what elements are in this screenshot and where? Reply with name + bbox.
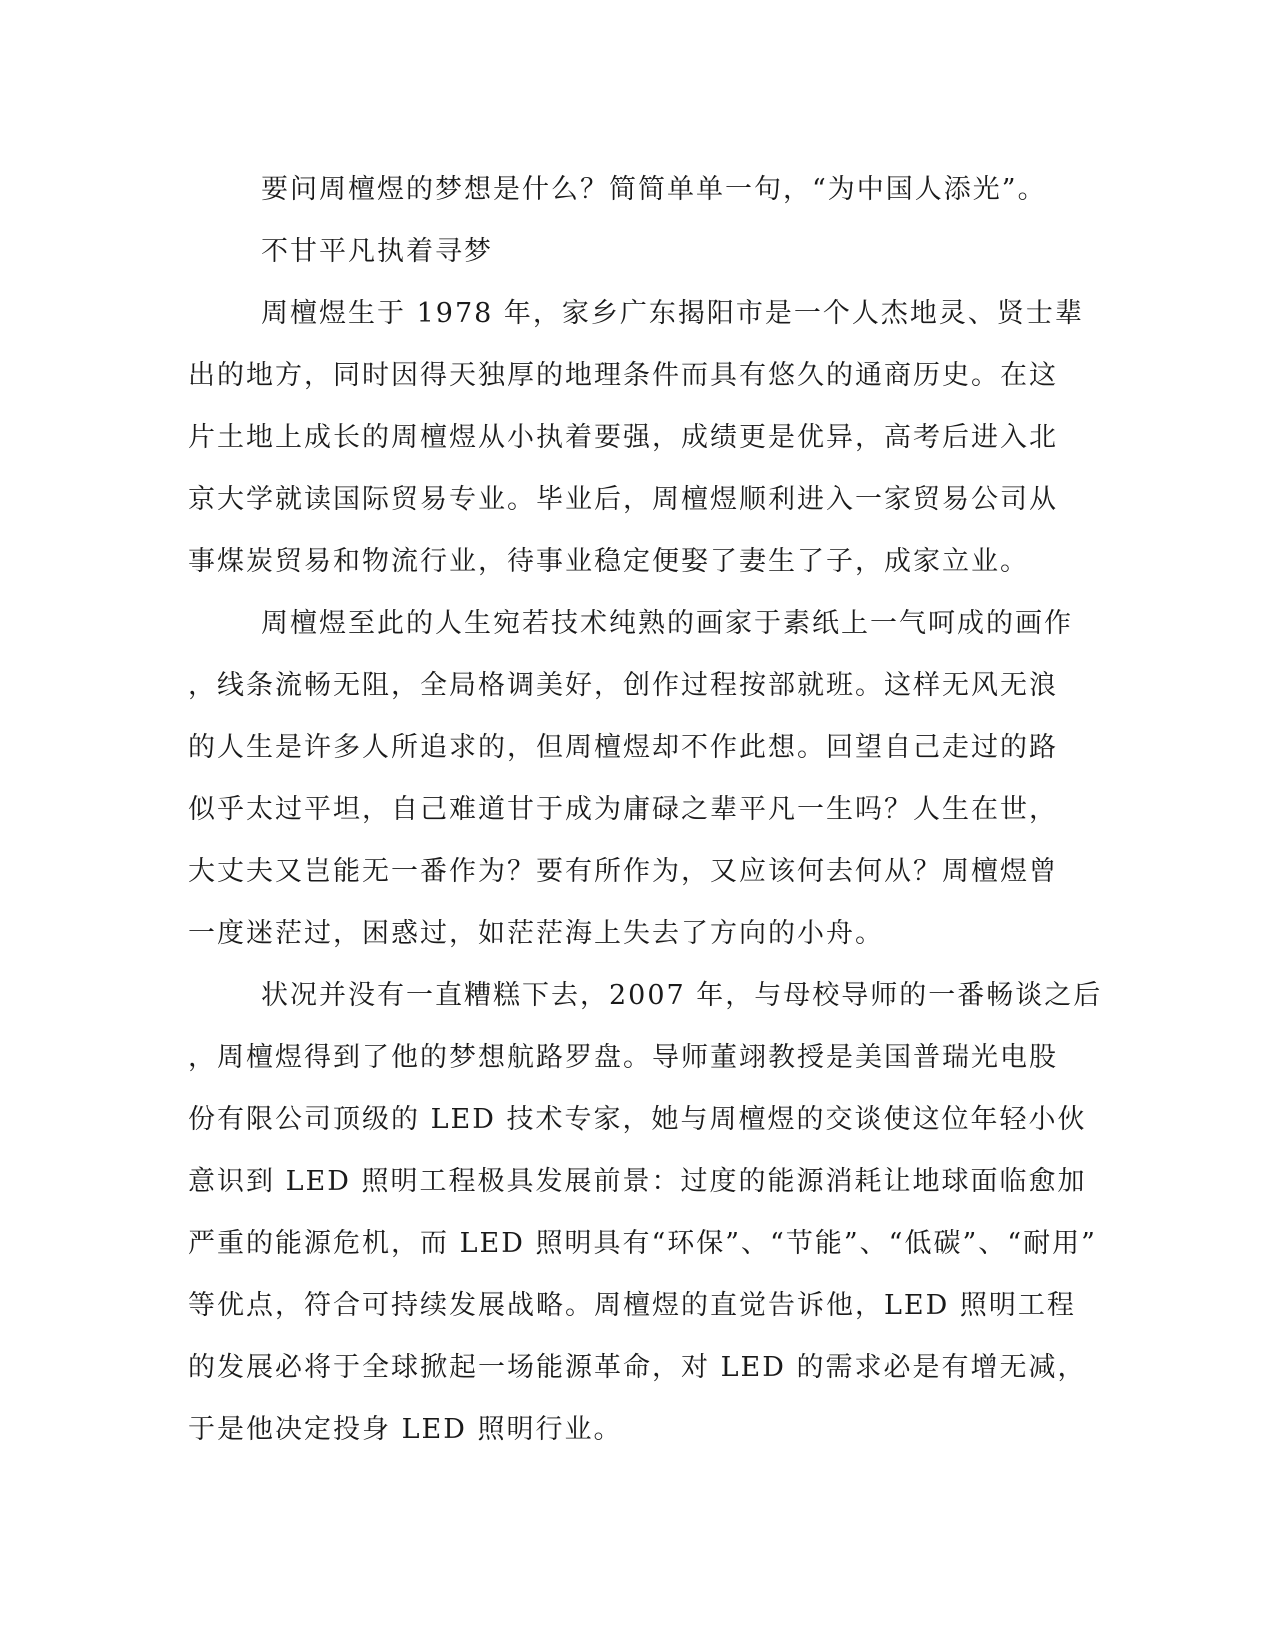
text-line: 不甘平凡执着寻梦 (261, 236, 493, 267)
text-line: 周檀煜至此的人生宛若技术纯熟的画家于素纸上一气呵成的画作 (261, 608, 1073, 639)
text-line: 等优点，符合可持续发展战略。周檀煜的直觉告诉他，LED 照明工程 (188, 1290, 1076, 1321)
text-line: 份有限公司顶级的 LED 技术专家，她与周檀煜的交谈使这位年轻小伙 (188, 1104, 1087, 1135)
text-line: 的人生是许多人所追求的，但周檀煜却不作此想。回望自己走过的路 (188, 732, 1058, 763)
text-line: 意识到 LED 照明工程极具发展前景：过度的能源消耗让地球面临愈加 (188, 1166, 1087, 1197)
paragraph-intro-question (188, 159, 1070, 221)
paragraph-turning-point (188, 965, 1103, 1461)
text-line: 要问周檀煜的梦想是什么？简简单单一句，“为中国人添光”。 (261, 174, 1047, 205)
text-line: 大丈夫又岂能无一番作为？要有所作为，又应该何去何从？周檀煜曾 (188, 856, 1058, 887)
text-line: 一度迷茫过，困惑过，如茫茫海上失去了方向的小舟。 (188, 918, 884, 949)
text-line: 状况并没有一直糟糕下去，2007 年，与母校导师的一番畅谈之后 (261, 980, 1103, 1011)
text-line: ，线条流畅无阻，全局格调美好，创作过程按部就班。这样无风无浪 (188, 670, 1058, 701)
section-heading (188, 221, 1070, 283)
text-line: 出的地方，同时因得天独厚的地理条件而具有悠久的通商历史。在这 (188, 360, 1058, 391)
text-line: 严重的能源危机，而 LED 照明具有“环保”、“节能”、“低碳”、“耐用” (188, 1228, 1097, 1259)
body-text (188, 159, 1103, 1461)
text-line: ，周檀煜得到了他的梦想航路罗盘。导师董翊教授是美国普瑞光电股 (188, 1042, 1058, 1073)
paragraph-background (188, 283, 1084, 593)
text-line: 周檀煜生于 1978 年，家乡广东揭阳市是一个人杰地灵、贤士辈 (261, 298, 1084, 329)
text-line: 京大学就读国际贸易专业。毕业后，周檀煜顺利进入一家贸易公司从 (188, 484, 1058, 515)
paragraph-reflection (188, 593, 1073, 965)
text-line: 于是他决定投身 LED 照明行业。 (188, 1414, 623, 1445)
text-line: 事煤炭贸易和物流行业，待事业稳定便娶了妻生了子，成家立业。 (188, 546, 1029, 577)
text-line: 片土地上成长的周檀煜从小执着要强，成绩更是优异，高考后进入北 (188, 422, 1058, 453)
text-line: 似乎太过平坦，自己难道甘于成为庸碌之辈平凡一生吗？人生在世， (188, 794, 1058, 825)
text-line: 的发展必将于全球掀起一场能源革命，对 LED 的需求必是有增无减， (188, 1352, 1087, 1383)
